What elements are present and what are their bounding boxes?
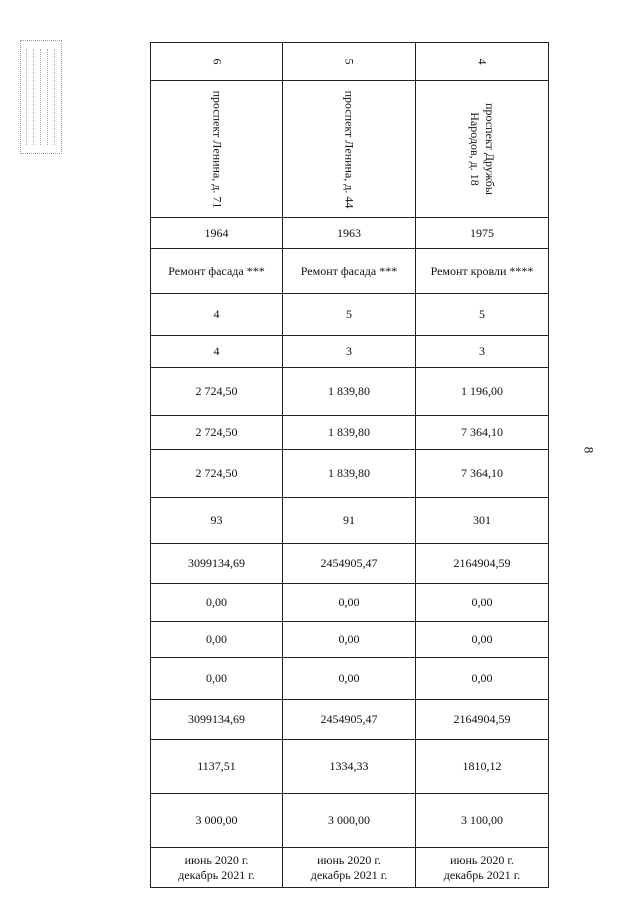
- period-start: июнь 2020 г.: [184, 852, 249, 867]
- cell-floors: 4: [151, 294, 283, 336]
- cell-funding: 0,00: [283, 658, 416, 700]
- cell-area: 7 364,10: [416, 450, 549, 498]
- period-start: июнь 2020 г.: [450, 852, 514, 867]
- stamp-line: [54, 49, 57, 145]
- cell-residents: 91: [283, 498, 416, 544]
- cell-funding: 0,00: [416, 622, 549, 658]
- stamp-line: [47, 49, 50, 145]
- table-row-area: [151, 450, 549, 498]
- cell-area: 2 724,50: [151, 416, 283, 450]
- stamp-line: [26, 49, 29, 145]
- cell-number: 5: [283, 43, 416, 81]
- table-row-entrances: [151, 336, 549, 368]
- cell-funding: 0,00: [283, 622, 416, 658]
- table-row-period: [151, 848, 549, 888]
- cell-entrances: 4: [151, 336, 283, 368]
- cell-area: 1 196,00: [416, 368, 549, 416]
- cell-address: проспект Дружбы Народов, д. 18: [416, 81, 549, 218]
- cell-cost-fund: 2164904,59: [416, 700, 549, 740]
- period-end: декабрь 2021 г.: [443, 867, 521, 882]
- cell-work-type: Ремонт фасада ***: [283, 249, 416, 294]
- table-row-funding: [151, 584, 549, 622]
- cell-floors: 5: [416, 294, 549, 336]
- cell-funding: 0,00: [151, 658, 283, 700]
- cell-unit-cost: 1137,51: [151, 740, 283, 794]
- cell-address: проспект Ленина, д. 44: [283, 81, 416, 218]
- cell-cost-fund: 3099134,69: [151, 700, 283, 740]
- cell-limit-cost: 3 100,00: [416, 794, 549, 848]
- stamp-line: [40, 49, 43, 145]
- table-row-work-type: [151, 249, 549, 294]
- table-row-number: [151, 43, 549, 81]
- cell-cost-fund: 2454905,47: [283, 700, 416, 740]
- cell-residents: 301: [416, 498, 549, 544]
- table-row-address: [151, 81, 549, 218]
- table-row-cost-fund: [151, 700, 549, 740]
- period-start: июнь 2020 г.: [317, 852, 381, 867]
- cell-funding: 0,00: [283, 584, 416, 622]
- cell-year: 1975: [416, 218, 549, 249]
- cell-address: проспект Ленина, д. 71: [151, 81, 283, 218]
- cell-entrances: 3: [416, 336, 549, 368]
- cell-floors: 5: [283, 294, 416, 336]
- cell-work-type: Ремонт кровли ****: [416, 249, 549, 294]
- table-row-floors: [151, 294, 549, 336]
- cell-work-type: Ремонт фасада ***: [151, 249, 283, 294]
- table-row-limit-cost: [151, 794, 549, 848]
- approval-stamp: [20, 40, 62, 154]
- period-end: декабрь 2021 г.: [178, 867, 255, 882]
- table-row-residents: [151, 498, 549, 544]
- cell-unit-cost: 1810,12: [416, 740, 549, 794]
- cell-cost-total: 3099134,69: [151, 544, 283, 584]
- cell-limit-cost: 3 000,00: [151, 794, 283, 848]
- cell-entrances: 3: [283, 336, 416, 368]
- cell-unit-cost: 1334,33: [283, 740, 416, 794]
- cell-funding: 0,00: [151, 622, 283, 658]
- period-end: декабрь 2021 г.: [310, 867, 388, 882]
- cell-area: 1 839,80: [283, 416, 416, 450]
- cell-area: 1 839,80: [283, 368, 416, 416]
- table-row-funding: [151, 622, 549, 658]
- repair-schedule-table: [150, 42, 549, 888]
- cell-area: 2 724,50: [151, 450, 283, 498]
- table-row-unit-cost: [151, 740, 549, 794]
- stamp-line: [33, 49, 36, 145]
- cell-period: [151, 848, 283, 888]
- cell-area: 7 364,10: [416, 416, 549, 450]
- table-row-area: [151, 416, 549, 450]
- page-number: 8: [581, 446, 597, 454]
- table-row-funding: [151, 658, 549, 700]
- cell-number: 4: [416, 43, 549, 81]
- cell-year: 1963: [283, 218, 416, 249]
- cell-funding: 0,00: [151, 584, 283, 622]
- cell-number: 6: [151, 43, 283, 81]
- cell-residents: 93: [151, 498, 283, 544]
- cell-year: 1964: [151, 218, 283, 249]
- table-row-year: [151, 218, 549, 249]
- cell-cost-total: 2164904,59: [416, 544, 549, 584]
- cell-area: 1 839,80: [283, 450, 416, 498]
- cell-funding: 0,00: [416, 584, 549, 622]
- table-row-area: [151, 368, 549, 416]
- cell-period: [416, 848, 549, 888]
- cell-period: [283, 848, 416, 888]
- cell-cost-total: 2454905,47: [283, 544, 416, 584]
- table-row-cost-total: [151, 544, 549, 584]
- cell-area: 2 724,50: [151, 368, 283, 416]
- cell-limit-cost: 3 000,00: [283, 794, 416, 848]
- cell-funding: 0,00: [416, 658, 549, 700]
